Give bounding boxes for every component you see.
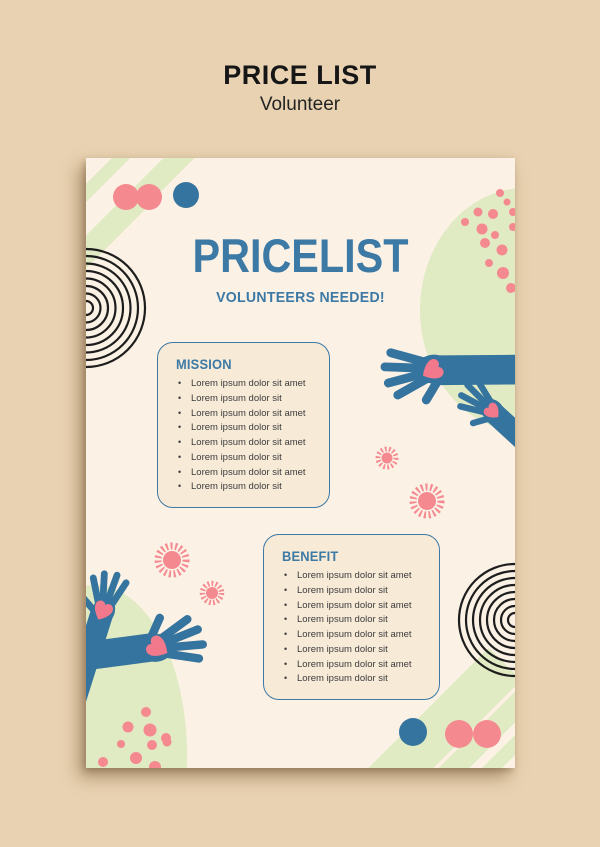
mission-title: MISSION — [176, 356, 232, 372]
list-item: • Lorem ipsum dolor sit — [176, 394, 319, 404]
list-item: • Lorem ipsum dolor sit amet — [282, 571, 429, 581]
benefit-card — [263, 534, 440, 700]
dot-trio-top-left — [113, 182, 199, 210]
list-item: • Lorem ipsum dolor sit — [176, 423, 319, 433]
list-item: • Lorem ipsum dolor sit amet — [176, 409, 319, 419]
starburst-small-lower — [203, 584, 222, 603]
list-item: • Lorem ipsum dolor sit amet — [176, 438, 319, 448]
list-item: • Lorem ipsum dolor sit — [176, 482, 319, 492]
benefit-list — [282, 571, 429, 684]
benefit-title: BENEFIT — [282, 548, 339, 564]
list-item: • Lorem ipsum dolor sit — [282, 586, 429, 596]
starburst-small-upper — [378, 449, 396, 467]
list-item: • Lorem ipsum dolor sit — [176, 453, 319, 463]
starburst-large-left — [158, 546, 186, 574]
mission-card — [157, 342, 330, 508]
poster-subtitle: VOLUNTEERS NEEDED! — [216, 289, 385, 306]
list-item: • Lorem ipsum dolor sit amet — [282, 630, 429, 640]
concentric-rings-right — [459, 564, 515, 676]
list-item: • Lorem ipsum dolor sit amet — [282, 660, 429, 670]
list-item: • Lorem ipsum dolor sit — [282, 645, 429, 655]
poster — [86, 158, 515, 768]
page-subtitle: Volunteer — [259, 94, 341, 115]
mission-list — [176, 379, 319, 492]
list-item: • Lorem ipsum dolor sit amet — [176, 379, 319, 389]
starburst-large-right — [413, 487, 441, 515]
list-item: • Lorem ipsum dolor sit amet — [282, 601, 429, 611]
list-item: • Lorem ipsum dolor sit amet — [176, 468, 319, 478]
page-title: PRICE LIST — [223, 60, 377, 90]
poster-title: PRICELIST — [192, 229, 409, 282]
list-item: • Lorem ipsum dolor sit — [282, 674, 429, 684]
page-header — [0, 60, 600, 116]
list-item: • Lorem ipsum dolor sit — [282, 615, 429, 625]
